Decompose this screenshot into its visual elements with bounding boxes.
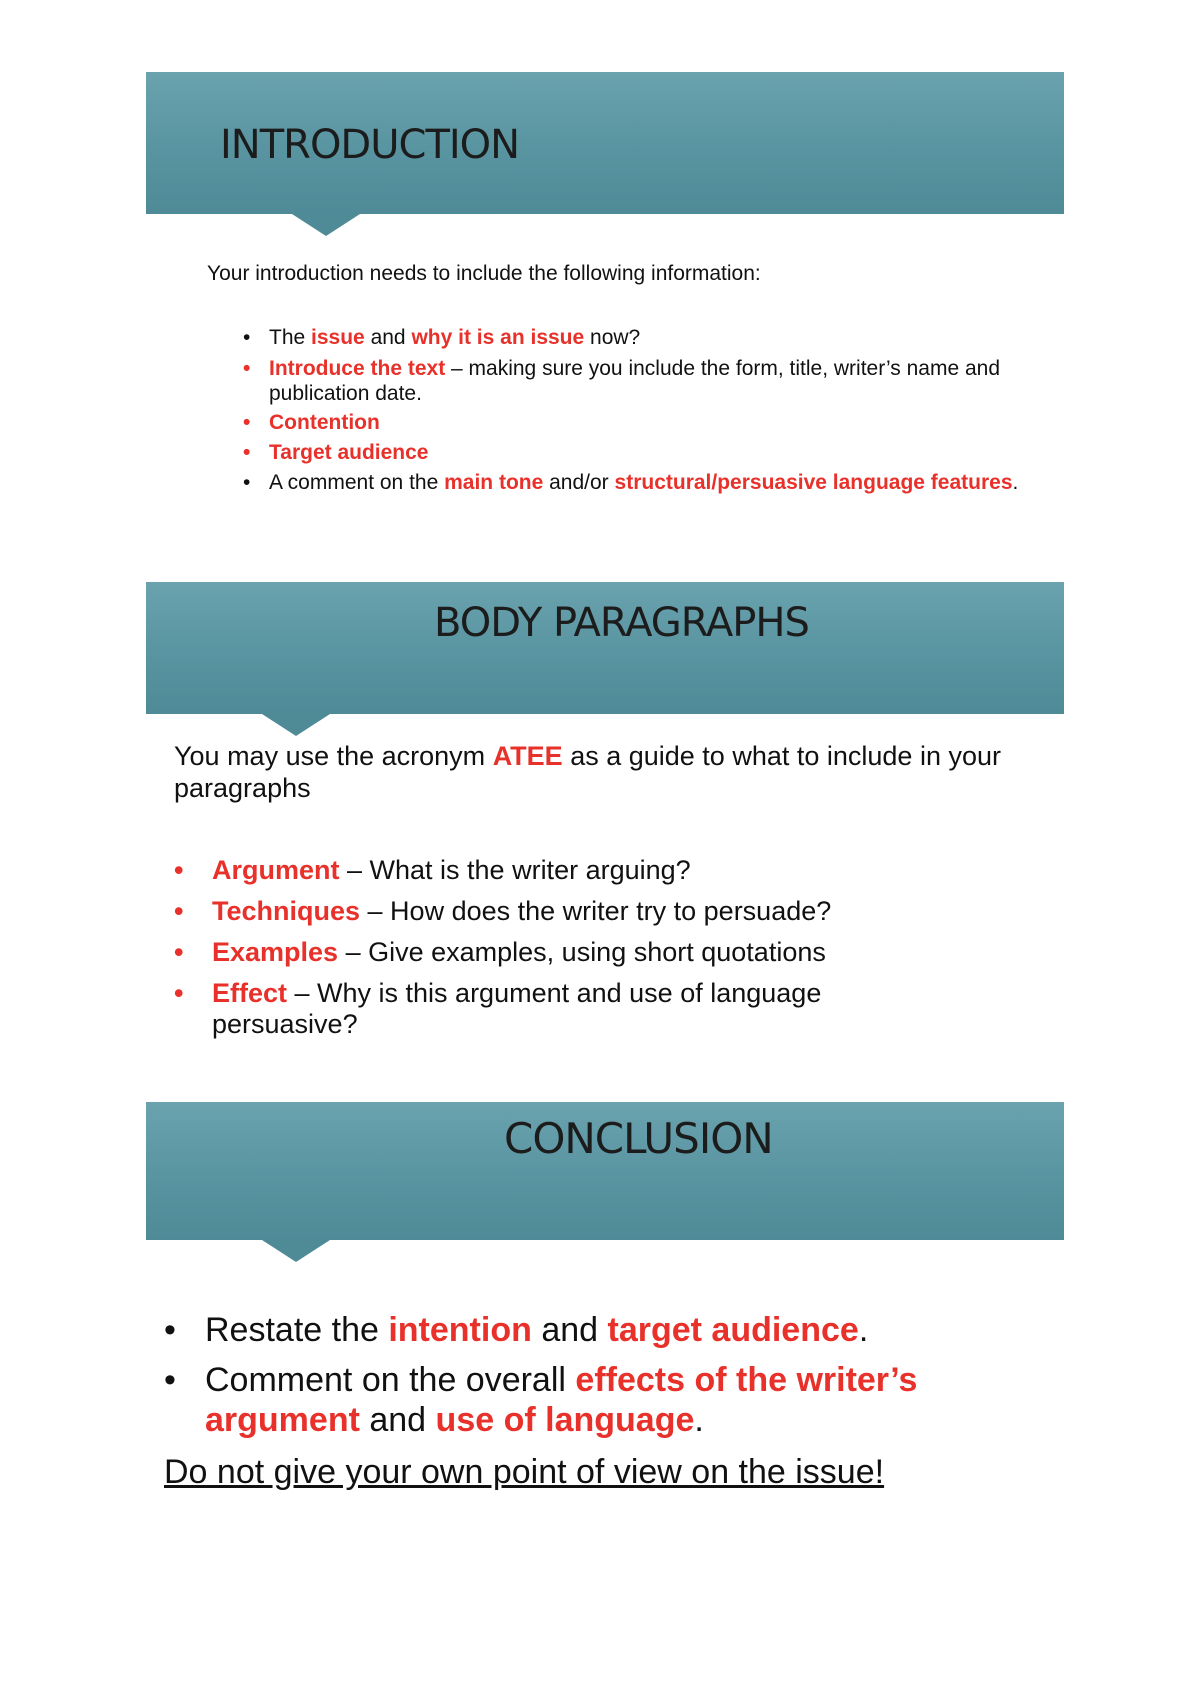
- list-item: • Argument – What is the writer arguing?: [174, 855, 691, 885]
- list-item: • Contention: [243, 411, 380, 434]
- list-item: • Introduce the text – making sure you include the form, title, writer’s name and publication date.: [243, 357, 1001, 405]
- introduction-list: [243, 325, 1023, 495]
- introduction-banner-pointer: [292, 214, 360, 236]
- list-item: • Effect – Why is this argument and use of language persuasive?: [174, 978, 822, 1039]
- body-list: [174, 855, 914, 1040]
- list-item: • Restate the intention and target audience.: [164, 1311, 869, 1349]
- list-item: • Comment on the overall effects of the writer’s argument and use of language.: [164, 1361, 918, 1439]
- list-item: • Techniques – How does the writer try to persuade?: [174, 896, 832, 926]
- bullet-dot: •: [174, 937, 184, 967]
- conclusion-list: [164, 1310, 1024, 1440]
- bullet-dot: •: [164, 1311, 176, 1349]
- introduction-lead: Your introduction needs to include the following information:: [207, 262, 761, 285]
- body-lead: You may use the acronym ATEE as a guide to what to include in your paragraphs: [174, 741, 1001, 803]
- list-item: • A comment on the main tone and/or structural/persuasive language features.: [243, 471, 1019, 494]
- introduction-title: INTRODUCTION: [220, 122, 520, 168]
- list-item: • Examples – Give examples, using short quotations: [174, 937, 826, 967]
- bullet-dot: •: [243, 326, 251, 349]
- bullet-dot: •: [243, 471, 251, 494]
- introduction-banner: [146, 72, 1064, 214]
- bullet-dot: •: [174, 896, 184, 926]
- conclusion-warning: Do not give your own point of view on the issue!: [164, 1453, 885, 1491]
- conclusion-banner-pointer: [262, 1240, 330, 1262]
- conclusion-title: CONCLUSION: [504, 1114, 773, 1163]
- body-banner-pointer: [262, 714, 330, 736]
- bullet-dot: •: [243, 411, 251, 434]
- body-banner: [146, 582, 1064, 714]
- body-title: BODY PARAGRAPHS: [434, 600, 809, 646]
- bullet-dot: •: [174, 855, 184, 885]
- list-item: • Target audience: [243, 441, 429, 464]
- bullet-dot: •: [174, 978, 184, 1008]
- bullet-dot: •: [164, 1361, 176, 1399]
- conclusion-banner: [146, 1102, 1064, 1240]
- list-item: • The issue and why it is an issue now?: [243, 326, 641, 349]
- bullet-dot: •: [243, 357, 251, 380]
- bullet-dot: •: [243, 441, 251, 464]
